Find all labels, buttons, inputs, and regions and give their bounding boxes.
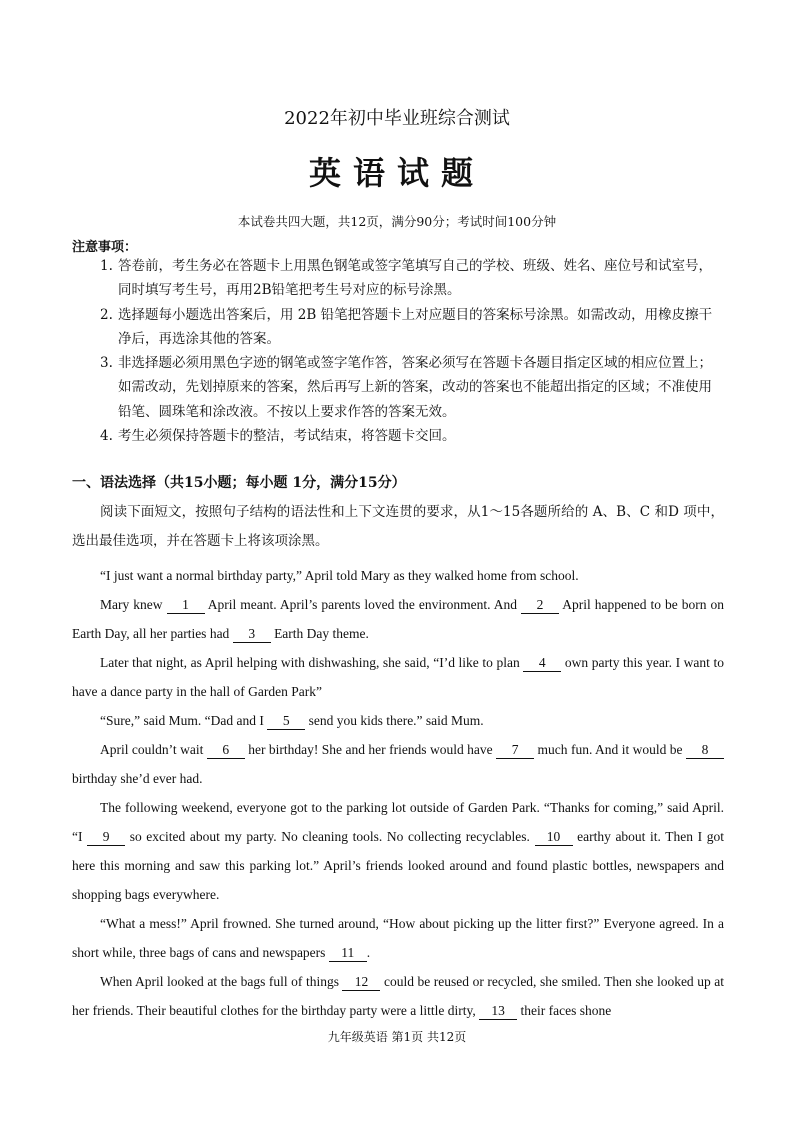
note-number: 1.	[100, 258, 113, 274]
passage-text: much fun. And it would be	[534, 742, 686, 757]
passage-text: earthy about it. Then I got here this morning and saw this parking lot.” April’s friends looked around and found plastic bottles, newspapers and shopping bags everywhere.	[72, 829, 724, 902]
section-heading: 一、语法选择（共15小题；每小题 1分，满分15分）	[72, 475, 406, 491]
note-text: 选择题每小题选出答案后，用 2B 铅笔把答题卡上对应题目的答案标号涂黑。如需改动，用橡皮擦干净后，再选涂其他的答案。	[118, 306, 713, 347]
notes-list	[100, 254, 724, 448]
passage-text: Earth Day theme.	[270, 626, 369, 641]
passage-text: April couldn’t wait	[100, 742, 207, 757]
answer-blank-11: 11	[329, 945, 367, 962]
answer-blank-5: 5	[267, 713, 305, 730]
passage-text: send you kids there.” said Mum.	[305, 713, 484, 728]
answer-blank-13: 13	[479, 1003, 517, 1020]
passage-text: .	[366, 945, 371, 960]
passage-text: their faces shone	[517, 1003, 612, 1018]
passage-paragraph	[72, 706, 724, 735]
exam-info: 本试卷共四大题，共12页，满分90分；考试时间100分钟	[237, 214, 557, 229]
subject-title: 英语试题	[308, 154, 485, 192]
passage-text: so excited about my party. No cleaning tools. No collecting recyclables.	[125, 829, 535, 844]
note-item	[100, 351, 724, 424]
note-number: 3.	[100, 355, 113, 372]
answer-blank-8: 8	[686, 742, 724, 759]
passage-text: “What a mess!” April frowned. She turned around, “How about picking up the litter first?” Everyone agreed. In a short while, three bags of cans and newspapers	[72, 916, 724, 960]
passage-text: her birthday! She and her friends would have	[244, 742, 497, 757]
answer-blank-3: 3	[233, 626, 271, 643]
page-footer: 九年级英语 第1页 共12页	[327, 1030, 467, 1044]
section-instruction	[72, 498, 724, 556]
note-item	[100, 254, 724, 303]
passage-text: Later that night, as April helping with dishwashing, she said, “I’d like to plan	[100, 655, 524, 670]
passage-text: Mary knew	[100, 597, 167, 612]
answer-blank-10: 10	[535, 829, 573, 846]
answer-blank-12: 12	[342, 974, 380, 991]
notes-heading: 注意事项：	[72, 240, 138, 255]
exam-title: 2022年初中毕业班综合测试	[284, 108, 510, 129]
answer-blank-9: 9	[87, 829, 125, 846]
answer-blank-7: 7	[496, 742, 534, 759]
note-text: 考生必须保持答题卡的整洁，考试结束，将答题卡交回。	[118, 428, 456, 445]
cloze-passage	[72, 561, 724, 1025]
passage-text: own party this year. I want to have a dance party in the hall of Garden Park”	[72, 655, 724, 699]
passage-paragraph	[72, 735, 724, 793]
instruction-text: 阅读下面短文，按照句子结构的语法性和上下文连贯的要求，从1～15各题所给的 A、B、C 和D 项中，选出最佳选项，并在答题卡上将该项涂黑。	[72, 504, 724, 549]
passage-paragraph: “I just want a normal birthday party,” April told Mary as they walked home from school.	[100, 568, 579, 583]
note-item	[100, 303, 724, 352]
answer-blank-2: 2	[521, 597, 559, 614]
passage-text: could be reused or recycled, she smiled. Then she looked up at her friends. Their beautiful clothes for the birthday party were a little dirty,	[72, 974, 724, 1018]
passage-paragraph	[72, 967, 724, 1025]
passage-text: April meant. April’s parents loved the environment. And	[204, 597, 521, 612]
answer-blank-6: 6	[207, 742, 245, 759]
note-number: 4.	[100, 428, 113, 445]
passage-text: birthday she’d ever had.	[72, 771, 203, 786]
note-text: 非选择题必须用黑色字迹的钢笔或签字笔作答，答案必须写在答题卡各题目指定区域的相应位置上；如需改动，先划掉原来的答案，然后再写上新的答案，改动的答案也不能超出指定的区域；不准使用铅笔、圆珠笔和涂改液。不按以上要求作答的答案无效。	[118, 355, 712, 420]
passage-paragraph	[72, 590, 724, 648]
passage-text: April happened to be born on Earth Day, all her parties had	[72, 597, 724, 641]
answer-blank-4: 4	[523, 655, 561, 672]
note-item	[100, 424, 724, 448]
note-text: 答卷前，考生务必在答题卡上用黑色钢笔或签字笔填写自己的学校、班级、姓名、座位号和试室号，同时填写考生号，再用2B铅笔把考生号对应的标号涂黑。	[118, 258, 712, 299]
passage-text: “Sure,” said Mum. “Dad and I	[100, 713, 268, 728]
passage-text: The following weekend, everyone got to the parking lot outside of Garden Park. “Thanks for coming,” said April. “I	[72, 800, 724, 844]
passage-text: When April looked at the bags full of things	[100, 974, 343, 989]
answer-blank-1: 1	[167, 597, 205, 614]
passage-paragraph	[72, 648, 724, 706]
passage-paragraph	[72, 909, 724, 967]
passage-paragraph	[72, 793, 724, 909]
note-number: 2.	[100, 306, 113, 323]
